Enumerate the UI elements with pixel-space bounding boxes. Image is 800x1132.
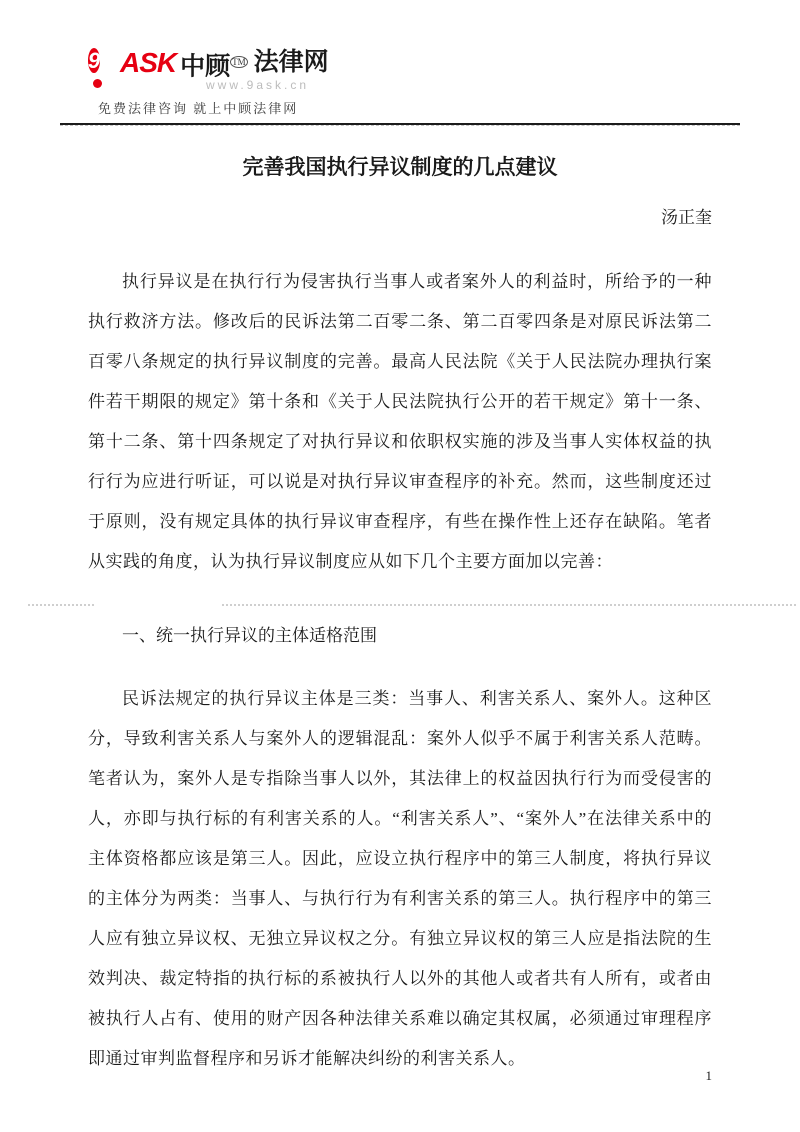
- site-logo[interactable]: [88, 46, 740, 94]
- article-paragraph-1: 执行异议是在执行行为侵害执行当事人或者案外人的利益时，所给予的一种执行救济方法。修改后的民诉法第二百零二条、第二百零四条是对原民诉法第二百零八条规定的执行异议制度的完善。最高人民法院《关于人民法院办理执行案件若干期限的规定》第十条和《关于人民法院执行公开的若干规定》第十一条、第十二条、第十四条规定了对执行异议和依职权实施的涉及当事人实体权益的执行行为应进行听证，可以说是对执行异议审查程序的补充。然而，这些制度还过于原则，没有规定具体的执行异议审查程序，有些在操作性上还存在缺陷。笔者从实践的角度，认为执行异议制度应从如下几个主要方面加以完善：: [88, 272, 712, 571]
- header-divider: [60, 123, 740, 126]
- article-title: 完善我国执行异议制度的几点建议: [242, 155, 558, 179]
- section-heading-1: 一、统一执行异议的主体适格范围: [122, 626, 377, 645]
- header-tagline: 免费法律咨询 就上中顾法律网: [98, 101, 299, 116]
- logo-9-question-mark-icon: [88, 46, 124, 90]
- article-content-bottom: [88, 616, 712, 1079]
- logo-ask-text: ASK: [120, 47, 177, 78]
- logo-brand-chars: 中顾: [180, 53, 231, 81]
- page-number: 1: [705, 1068, 712, 1083]
- logo-row: [88, 46, 740, 90]
- article-author: 汤正奎: [661, 208, 712, 227]
- article-content-top: [88, 152, 712, 582]
- logo-circle-9: 9: [88, 48, 101, 73]
- letterhead: [60, 0, 740, 126]
- logo-website-url[interactable]: www.9ask.cn: [206, 78, 310, 92]
- page-break-dotted-separator: [0, 604, 800, 606]
- logo-brand-suffix: 法律网: [253, 49, 329, 76]
- trademark-icon: TM: [232, 57, 246, 67]
- separator-segment-left: [28, 604, 94, 606]
- article-paragraph-2: 民诉法规定的执行异议主体是三类：当事人、利害关系人、案外人。这种区分，导致利害关系人与案外人的逻辑混乱：案外人似乎不属于利害关系人范畴。笔者认为，案外人是专指除当事人以外，其法律上的权益因执行行为而受侵害的人，亦即与执行标的有利害关系的人。“利害关系人”、“案外人”在法律关系中的主体资格都应该是第三人。因此，应设立执行程序中的第三人制度，将执行异议的主体分为两类：当事人、与执行行为有利害关系的第三人。执行程序中的第三人应有独立异议权、无独立异议权之分。有独立异议权的第三人应是指法院的生效判决、裁定特指的执行标的系被执行人以外的其他人或者共有人所有，或者由被执行人占有、使用的财产因各种法律关系难以确定其权属，必须通过审理程序即通过审判监督程序和另诉才能解决纠纷的利害关系人。: [88, 689, 712, 1068]
- logo-question-dot: [93, 79, 102, 88]
- separator-segment-right: [222, 604, 796, 606]
